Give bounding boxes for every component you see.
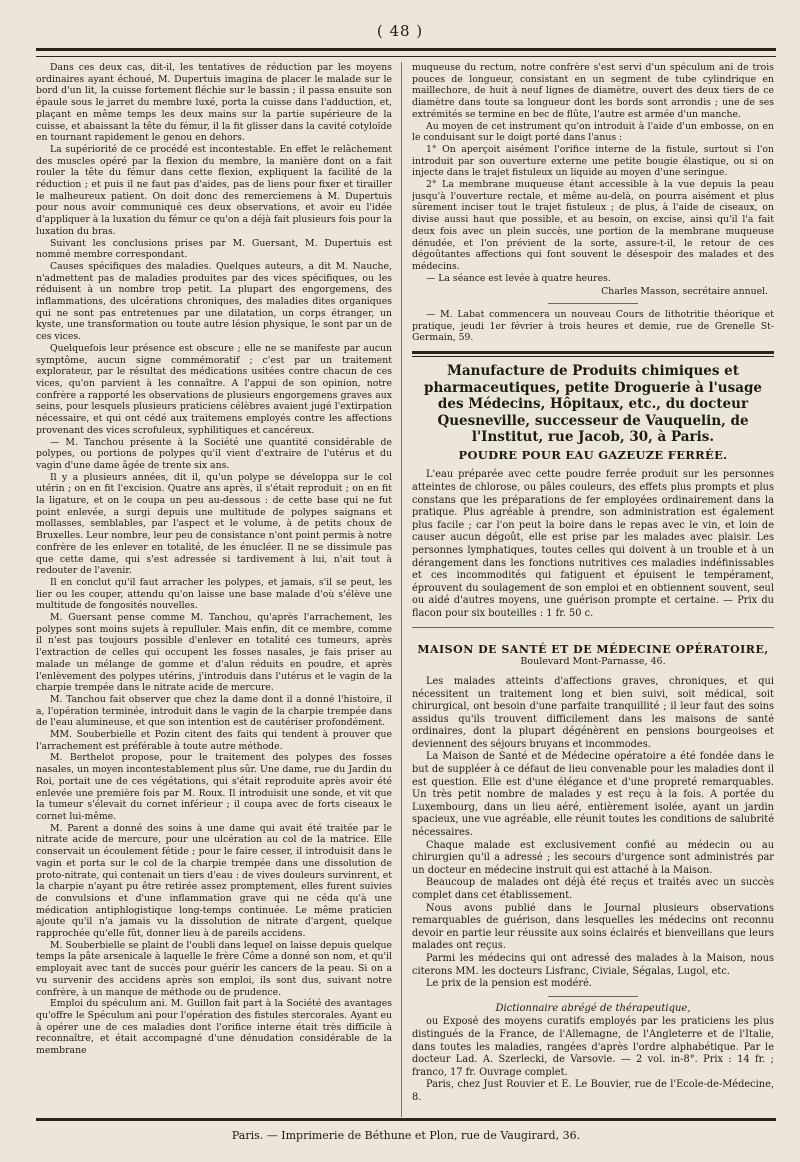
clinic-ad-paragraph: Le prix de la pension est modéré. bbox=[426, 978, 593, 990]
page-number: ( 48 ) bbox=[376, 22, 424, 40]
clinic-ad-paragraph: Les malades atteints d'affections graves, chroniques, et qui nécessitent un traitement long et bien suivi, soit médical, soit chirurgical, ont besoin d'une parfaite tranquillité ; il leur faut des soins assidus qu'ils trouvent difficilement dans les maisons de santé ordinaires, dont la plupart dégénèrent en pensions bourgeoises et deviennent des séjours bruyans et incommodes. bbox=[412, 675, 774, 750]
pharmacy-ad-body: L'eau préparée avec cette poudre ferrée produit sur les personnes atteintes de chlorose, ou pâles couleurs, des effets plus prompts et plus constans que les préparations de fer employées ordinairement dans la pratique. Plus agréable à prendre, son administration est également plus facile ; car l'on peut la boire dans le repas avec le vin, et loin de causer aucun dégoût, elle est prise par les malades avec plaisir. Les personnes lymphatiques, toutes celles qui doivent à un trouble et à un dérangement dans les fonctions nutritives ces maladies indéfinissables et ces incommodités qui fatiguent et épuisent le tempérament, éprouvent du soulagement de son emploi et en obtiennent souvent, seul ou aidé d'autres moyens, une guérison prompte et certaine. — Prix du flacon pour six bouteilles : 1 fr. 50 c. bbox=[412, 469, 774, 619]
pharmacy-ad-title: Manufacture de Produits chimiques et pharmaceutiques, petite Droguerie à l'usage des Médecins, Hôpitaux, etc., du docteur Quesneville, successeur de Vauquelin, de l'Institut, rue Jacob, 30, à Paris. bbox=[424, 363, 762, 446]
column-divider bbox=[401, 62, 402, 1117]
dictionary-ad-title: Dictionnaire abrégé de thérapeutique, bbox=[495, 1002, 691, 1014]
article-paragraph: Quelquefois leur présence est obscure ; elle ne se manifeste par aucun symptôme, aucun signe commémoratif ; c'est par un traitement explorateur, par le résultat des médications usitées contre chacun de ces vices, qu'on parvient à les connaître. A l'appui de son opinion, notre confrère a rapporté les observations de plusieurs engorgemens graves aux seins, pour lesquels plusieurs praticiens célèbres avaient jugé l'extirpation nécessaire, et qui ont cédé aux traitemens employés contre les affections provenant des vices scrofuleux, syphilitiques et cancéreux. bbox=[36, 342, 392, 436]
article-paragraph: M. Parent a donné des soins à une dame qui avait été traitée par le nitrate acide de mercure, pour une ulcération au col de la matrice. Elle conservait un écoulement fétide ; pour le faire cesser, il introduisit dans le vagin et porta sur le col de la charpie trempée dans une dissolution de proto-nitrate, qui contenait un tiers d'eau : de vives douleurs survinrent, et la charpie n'ayant pu être retirée assez promptement, elles furent suivies de convulsions et d'une inflammation grave qui ne céda qu'à une médication antiphlogistique long-temps continuée. Le même praticien ajoute qu'il n'a jamais vu la dissolution de nitrate d'argent, quelque rapprochée qu'elle fût, donner lieu à de pareils accidens. bbox=[36, 822, 392, 940]
pharmacy-advertisement bbox=[412, 363, 774, 461]
article-paragraph: M. Tanchou fait observer que chez la dame dont il a donné l'histoire, il a, l'opération terminée, introduit dans le vagin de la charpie trempée dans de l'eau alumineuse, et que son intention est de cautériser profondément. bbox=[36, 693, 392, 729]
clinic-ad-paragraph: Nous avons publié dans le Journal plusieurs observations remarquables de guérison, dans lesquelles les médecins ont reconnu devoir en partie leur réussite aux soins éclairés et bienveillans que leurs malades ont reçus. bbox=[412, 902, 774, 952]
course-notice: — M. Labat commencera un nouveau Cours de lithotritie théorique et pratique, jeudi 1er février à trois heures et demie, rue de Grenelle St-Germain, 59. bbox=[412, 309, 774, 344]
clinic-ad-address: Boulevard Mont-Parnasse, 46. bbox=[520, 656, 666, 668]
article-paragraph: 1° On aperçoit aisément l'orifice interne de la fistule, surtout si l'on introduit par son ouverture externe une petite bougie élastique, ou si on injecte dans le trajet fistuleux un liquide au moyen d'une seringue. bbox=[412, 143, 774, 179]
article-paragraph: M. Guersant pense comme M. Tanchou, qu'après l'arrachement, les polypes sont moins sujets à repulluler. Mais enfin, dit ce membre, comme il n'est pas toujours possible d'enlever en totalité ces tumeurs, après l'extraction de celles qui occupent les fosses nasales, je fais priser au malade un mélange de gomme et d'alun réduits en poudre, et après l'enlèvement des polypes utérins, j'introduis dans l'utérus et le vagin de la charpie trempée dans le nitrate acide de mercure. bbox=[36, 612, 392, 694]
imprint-text: Paris. — Imprimerie de Béthune et Plon, rue de Vaugirard, 36. bbox=[231, 1129, 581, 1142]
article-paragraph: Causes spécifiques des maladies. Quelques auteurs, a dit M. Nauche, n'admettent pas de maladies produites par des vices spécifiques, ou les réduisent à un nombre trop petit. La plupart des engorgemens, des inflammations, des ulcérations chroniques, des maladies dites organiques qui ne sont pas entretenues par une dilatation, un corps étranger, un kyste, une transformation ou toute autre lésion physique, le sont par un de ces vices. bbox=[36, 260, 392, 343]
section-rule bbox=[548, 996, 638, 997]
article-paragraph: Il en conclut qu'il faut arracher les polypes, et jamais, s'il se peut, les lier ou les couper, attendu qu'on laisse une base malade d'où s'élève une multitude de fongosités nouvelles. bbox=[36, 576, 392, 612]
article-paragraph: muqueuse du rectum, notre confrère s'est servi d'un spéculum ani de trois pouces de longueur, consistant en un segment de tube cylindrique en maillechore, de huit à neuf lignes de diamètre, ouvert des deux tiers de ce diamètre dans toute sa longueur dont les bords sont arrondis ; une de ses extrémités se termine en bec de flûte, l'autre est armée d'un manche. bbox=[412, 62, 774, 120]
ads-divider bbox=[412, 351, 774, 357]
article-paragraph: Suivant les conclusions prises par M. Guersant, M. Dupertuis est nommé membre correspondant. bbox=[36, 237, 392, 261]
dictionary-ad-publisher: Paris, chez Just Rouvier et E. Le Bouvier, rue de l'Ecole-de-Médecine, 8. bbox=[412, 1079, 774, 1104]
article-paragraph: Emploi du spéculum ani. M. Guillon fait part à la Société des avantages qu'offre le Spéculum ani pour l'opération des fistules stercorales. Ayant eu à opérer une de ces maladies dont l'orifice interne était très difficile à reconnaître, et était accompagné d'une dénudation considérable de la membrane bbox=[36, 998, 392, 1057]
article-paragraph: La supériorité de ce procédé est incontestable. En effet le relâchement des muscles opéré par la flexion du membre, la manière dont on a fait rouler la tête du fémur dans cette flexion, expliquent la facilité de la réduction ; et puis il ne faut pas d'aides, pas de liens pour fixer et tirailler le malheureux patient. On doit donc des remerciemens à M. Dupertuis pour nous avoir communiqué ces deux observations, et avoir eu l'idée d'appliquer à la luxation du fémur ce qu'on a déjà fait plusieurs fois pour la luxation du bras. bbox=[36, 143, 392, 237]
article-paragraph: M. Souberbielle se plaint de l'oubli dans lequel on laisse depuis quelque temps la pâte arsenicale à laquelle le frère Côme a donné son nom, et qu'il employait avec tant de succès pour guérir les cancers de la peau. Si on a vu survenir des accidens après son emploi, ils sont dus, suivant notre confrère, à un manque de méthode ou de prudence. bbox=[36, 939, 392, 998]
secretary-signature: Charles Masson, secrétaire annuel. bbox=[601, 286, 768, 298]
clinic-ad-paragraph: Beaucoup de malades ont déjà été reçus et traités avec un succès complet dans cet établissement. bbox=[412, 877, 774, 901]
clinic-ad-title: MAISON DE SANTÉ ET DE MÉDECINE OPÉRATOIRE, bbox=[417, 642, 769, 656]
article-paragraph: Dans ces deux cas, dit-il, les tentatives de réduction par les moyens ordinaires ayant échoué, M. Dupertuis imagina de placer le malade sur le bord d'un lit, la cuisse fortement fléchie sur le bassin ; il passa ensuite son épaule sous le jarret du membre luxé, porta la cuisse dans l'adduction, et, plaçant en même temps les deux mains sur la partie supérieure de la cuisse, et abaissant la tête du fémur, il la fit glisser dans la cavité cotyloïde en tournant rapidement le genou en dehors. bbox=[36, 62, 392, 144]
section-rule bbox=[412, 627, 774, 628]
article-paragraph: — La séance est levée à quatre heures. bbox=[426, 272, 611, 284]
article-paragraph: M. Berthelot propose, pour le traitement des polypes des fosses nasales, un moyen incontestablement plus sûr. Une dame, rue du Jardin du Roi, portait une de ces végétations, qui s'était reproduite après avoir été enlevée une première fois par M. Roux. Il introduisit une sonde, et vit que la tumeur s'élevait du cornet inférieur ; il coupa avec de forts ciseaux le cornet lui-même. bbox=[36, 752, 392, 822]
clinic-ad-paragraph: Chaque malade est exclusivement confié au médecin ou au chirurgien qu'il a adressé ; les secours d'urgence sont administrés par un docteur en médecine instruit qui est attaché à la Maison. bbox=[412, 839, 774, 876]
article-paragraph: — M. Tanchou présente à la Société une quantité considérable de polypes, ou portions de polypes qu'il vient d'extraire de l'utérus et du vagin d'une dame âgée de trente six ans. bbox=[36, 436, 392, 471]
article-paragraph: Au moyen de cet instrument qu'on introduit à l'aide d'un embosse, on en le conduisant sur le doigt porté dans l'anus : bbox=[412, 120, 774, 144]
dictionary-ad-body: ou Exposé des moyens curatifs employés par les praticiens les plus distingués de la France, de l'Allemagne, de l'Angleterre et de l'Italie, dans toutes les maladies, rangées d'après l'ordre alphabétique. Par le docteur Lad. A. Szerlecki, de Varsovie. — 2 vol. in-8°. Prix : 14 fr. ; franco, 17 fr. Ouvrage complet. bbox=[412, 1016, 774, 1078]
clinic-ad-paragraph: La Maison de Santé et de Médecine opératoire a été fondée dans le but de suppléer à ce défaut de lieu convenable pour les maladies dont il est question. Elle est d'une élégance et d'une propreté remarquables. Un très petit nombre de malades y est reçu à la fois. A portée du Luxembourg, dans un lieu aéré, entièrement isolée, ayant un jardin spacieux, une vue agréable, elle réunit toutes les conditions de salubrité nécessaires. bbox=[412, 751, 774, 839]
clinic-ad-paragraph: Parmi les médecins qui ont adressé des malades à la Maison, nous citerons MM. les docteurs Lisfranc, Civiale, Ségalas, Lugol, etc. bbox=[412, 952, 774, 977]
section-rule bbox=[548, 303, 638, 304]
article-paragraph: MM. Souberbielle et Pozin citent des faits qui tendent à prouver que l'arrachement est préférable à toute autre méthode. bbox=[36, 729, 392, 752]
article-paragraph: Il y a plusieurs années, dit il, qu'un polype se développa sur le col utérin ; on en fit l'excision. Quatre ans après, il s'était reproduit ; on en fit la ligature, et on le coupa un peu au-dessous : de cette base qui ne fut point enlevée, a surgi depuis une multitude de polypes saignans et mollasses, semblables, par l'aspect et le volume, à de petits choux de Bruxelles. Leur nombre, leur peu de consistance n'ont point permis à notre confrère de les enlever en totalité, de les énucléer. Il ne se dissimule pas que cette dame, qui s'est adressée si tardivement à lui, n'ait tout à redouter de l'avenir. bbox=[36, 471, 392, 577]
article-paragraph: 2° La membrane muqueuse étant accessible à la vue depuis la peau jusqu'à l'ouverture rectale, et même au-delà, on pourra aisément et plus sûrement inciser tout le trajet fistuleux ; de plus, à l'aide de ciseaux, on divise aussi haut que possible, et au besoin, on excise, ainsi qu'il l'a fait deux fois avec un plein succès, une portion de la membrane muqueuse dénudée, et l'on prévient de la sorte, assure-t-il, le retour de ces dégoûtantes affections qui font souvent le désespoir des malades et des médecins. bbox=[412, 179, 774, 272]
left-column bbox=[36, 62, 392, 1117]
pharmacy-ad-subtitle: POUDRE POUR EAU GAZEUZE FERRÉE. bbox=[458, 447, 728, 462]
header-rule bbox=[36, 48, 776, 57]
right-column bbox=[412, 62, 774, 1117]
imprint-footer bbox=[36, 1118, 776, 1149]
